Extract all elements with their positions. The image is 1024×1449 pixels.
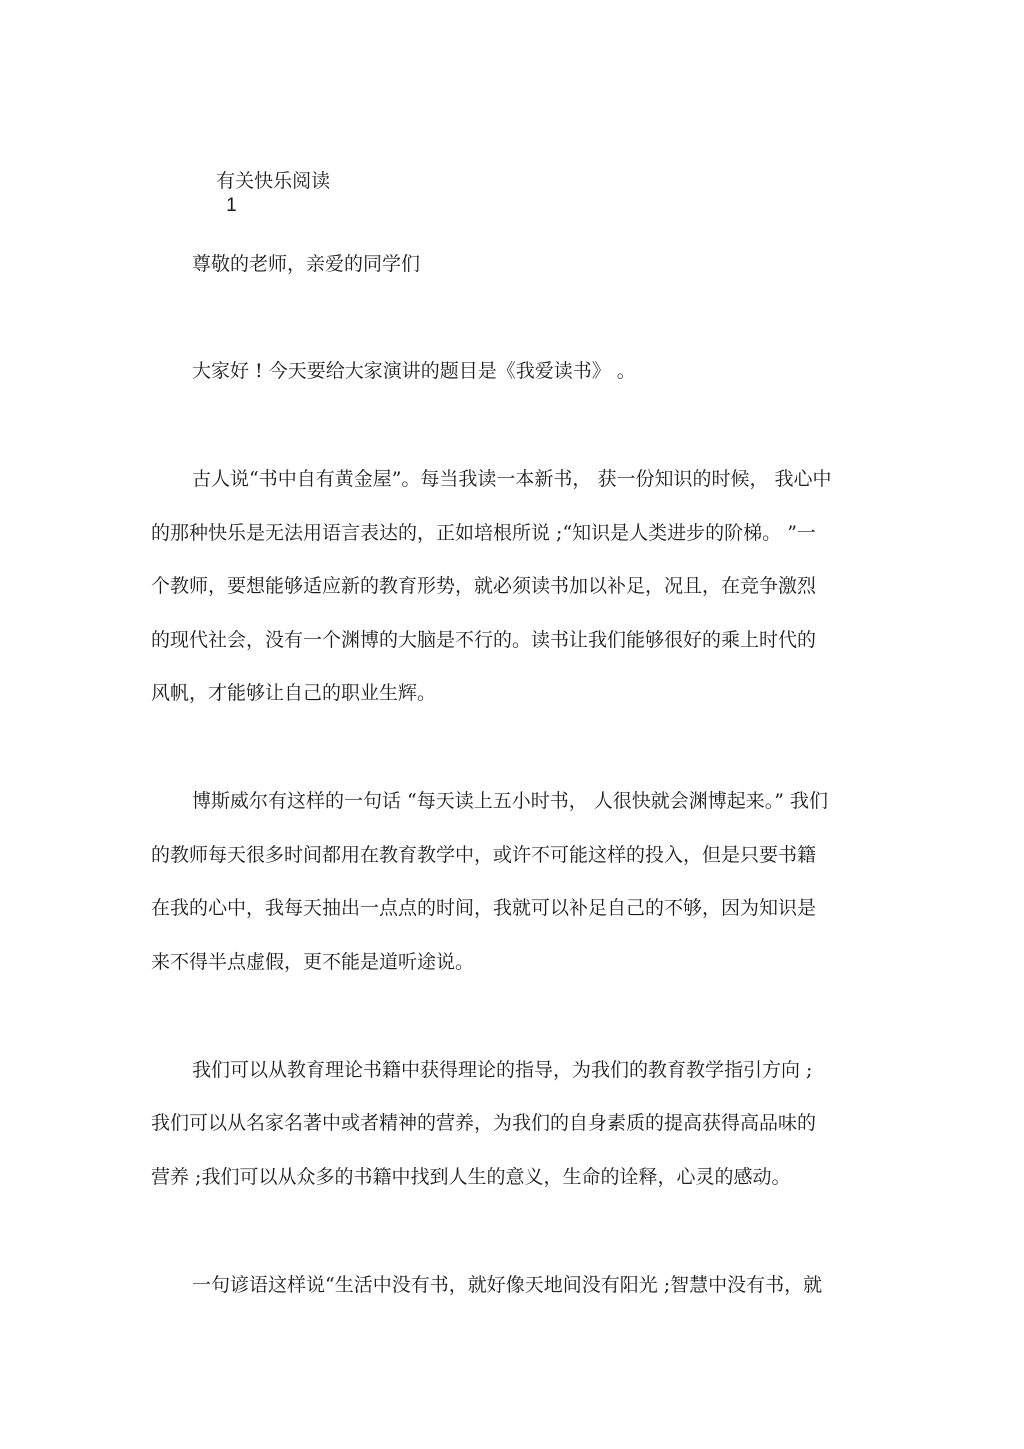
paragraph-line: 风帆，才能够让自己的职业生辉。: [151, 682, 437, 704]
paragraph-line: 个教师，要想能够适应新的教育形势，就必须读书加以补足，况且，在竞争激烈: [151, 575, 817, 597]
document-title: [192, 145, 330, 242]
paragraph-line: 的教师每天很多时间都用在教育教学中，或许不可能这样的投入，但是只要书籍: [151, 844, 817, 866]
paragraph-line: 来不得半点虚假，更不能是道听途说。: [151, 951, 475, 973]
greeting: 尊敬的老师，亲爱的同学们: [192, 253, 421, 275]
intro-line: 大家好 ! 今天要给大家演讲的题目是《我爱读书》 。: [192, 360, 636, 382]
paragraph-line: 的现代社会，没有一个渊博的大脑是不行的。读书让我们能够很好的乘上时代的: [151, 629, 817, 651]
paragraph-line: 我们可以从名家名著中或者精神的营养，为我们的自身素质的提高获得高品味的: [151, 1112, 817, 1134]
title-number: 1: [226, 195, 237, 216]
paragraph-line: 博斯威尔有这样的一句话 “每天读上五小时书， 人很快就会渊博起来。” 我们: [192, 790, 829, 812]
paragraph-line: 的那种快乐是无法用语言表达的，正如培根所说 ;“知识是人类进步的阶梯。 ”一: [151, 522, 816, 544]
paragraph-line: 在我的心中，我每天抽出一点点的时间，我就可以补足自己的不够，因为知识是: [151, 897, 817, 919]
paragraph-line: 一句谚语这样说“生活中没有书，就好像天地间没有阳光 ;智慧中没有书，就: [192, 1274, 823, 1296]
paragraph-line: 我们可以从教育理论书籍中获得理论的指导，为我们的教育教学指引方向 ;: [192, 1059, 813, 1081]
paragraph-line: 古人说“书中自有黄金屋”。每当我读一本新书， 获一份知识的时候， 我心中: [192, 468, 832, 490]
paragraph-line: 营养 ;我们可以从众多的书籍中找到人生的意义，生命的诠释，心灵的感动。: [151, 1166, 791, 1188]
title-text: 有关快乐阅读: [216, 170, 331, 192]
